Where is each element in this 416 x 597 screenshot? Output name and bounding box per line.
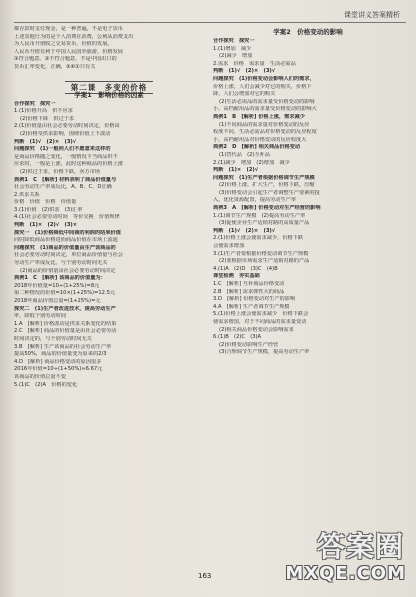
text-line: (2)价格下降 供过于求 — [20, 115, 75, 122]
text-line: 是商品价格随之变化，一般情况下当商品供不 — [14, 153, 118, 160]
text-line: 人民币升值有利于中国人民国外旅游，价格发展 — [14, 48, 123, 55]
lesson2-lines — [213, 38, 403, 357]
text-line: 2.需求 价格 需求量 生活必需品 — [213, 60, 296, 67]
text-line: (2)要根据市场需求生产适销对路的产品 — [219, 258, 310, 265]
text-line: (2)价格上涨，扩大生产，价格下跌，压缩 — [219, 182, 315, 189]
text-line: 典例1 C [解析] 材料表明了商品价值量与 — [14, 176, 117, 183]
text-line: 3.D [解析] 价格变动对生产的影响 — [213, 296, 296, 303]
unit-title-text: 第二课 多变的价格 — [65, 81, 154, 94]
text-line: 问题探究 (1)商品的价值量由生产该商品的 — [14, 244, 116, 251]
text-line: 3.(1)价值 (2)供求 (3)汇率 — [14, 206, 83, 213]
text-line: 问题探究 (1)价格变动会影响人们的需求， — [213, 75, 315, 82]
text-line: 都存款时支付现金，是一种普遍，不是电子货币 — [14, 26, 123, 32]
exercise-lines — [14, 321, 204, 389]
text-line: 判断 (1)× (2)√ (3)× — [14, 222, 78, 229]
text-line: 2.供求关系 — [14, 191, 40, 198]
text-line: 2.B [解析] 需求弹性大的商品 — [213, 288, 285, 295]
text-line: 会使需求增加 — [213, 243, 245, 250]
text-line: 合作探究 探究一 — [213, 38, 255, 44]
text-line: 时间决定的，与个别劳动时间无关 — [14, 335, 92, 342]
lesson1-title: 学案1 影响价格的因素 — [74, 90, 144, 99]
text-line: (2)生活必需品的需求量受价格变动的影响 — [219, 98, 315, 105]
text-line: 问题探究 (1)一般同人们不愿意来这样的 — [14, 146, 111, 153]
text-line: (2)供过于求，价格下跌，卖方市场 — [20, 168, 100, 175]
lesson2-title: 学案2 价格变动的影响 — [273, 28, 343, 36]
left-column — [14, 26, 204, 556]
text-line: 货币汇率变化，正确，③④①只有关 — [14, 63, 96, 70]
text-line: 1.C [解析] 互补商品价格变动 — [213, 281, 285, 287]
text-line: 率，降低个别劳动时间 — [14, 313, 66, 320]
text-line: 1.(1)价格升高 供不应求 — [14, 108, 73, 115]
lesson1-lines — [14, 101, 204, 321]
text-line: 合作探究 探究一 — [14, 100, 56, 107]
intro-lines — [14, 26, 204, 72]
page-header: 课堂讲义答案精析 — [344, 11, 400, 19]
text-line: 3.(1)生产者要根据价格变动调节生产规模 — [213, 250, 309, 257]
text-line: 6.(1)B (2)C (3)A — [213, 334, 262, 341]
text-line: 判断 (1)× (2)√ — [213, 167, 259, 174]
page-number: 163 — [198, 572, 212, 580]
text-line: 程度不同，生活必需品对价格变动的反应程度 — [213, 129, 317, 136]
text-line: 2.C [解析] 商品的价值量是由社会必要劳动 — [14, 328, 117, 335]
text-line: 2.(1)减少 增加 (2)增加 减少 — [213, 159, 290, 166]
text-line: (2)价格变动影响生产经营 — [219, 341, 279, 348]
text-line: 价格 价值 价格 价值量 — [14, 199, 77, 206]
text-line: 4.A [解析] 生产者调节生产规模 — [213, 303, 290, 310]
text-line: (3)价格变动会引起生产者调整生产要素的投 — [219, 189, 320, 196]
text-line: 1.(1)增加 减少 — [213, 45, 252, 52]
text-line: 2018年商品价值总量=(1+25%)=元 — [14, 298, 101, 304]
watermark-url: MXQE.COM — [285, 563, 406, 584]
text-line: 社会劳动生产率成反比，A、B、C、D正确 — [14, 184, 112, 191]
text-line: 小，高档耐用品的需求量受价格变动的影响大 — [213, 106, 317, 113]
text-line: 应求时，一般是上涨，此时这种商品的价格上涨 — [14, 161, 123, 168]
text-line: 4.D [解析] 商品价格变动的原因很多 — [14, 358, 102, 365]
text-line: 1.A [解析] 价格波动是供求关系变化的结果 — [14, 320, 117, 327]
text-line: 探究一 (1)价格降低中间商的利润的结果价值 — [14, 229, 121, 236]
text-line: 判断 (1)√ (2)× (3)√ — [14, 138, 77, 145]
text-line: 入，优化资源配置，提高劳动生产率 — [213, 197, 297, 204]
text-line: 1.(1)调节生产规模 (2)提高劳动生产率 — [213, 212, 306, 219]
text-line: 问题探究 (1)生产者根据价格调节生产规模 — [213, 174, 315, 181]
text-line: (2)减少 增加 — [219, 53, 253, 60]
text-line: 5.(1)C (2)A 价格的变化 — [14, 381, 78, 388]
text-line: 为人民币升值收之交易货币，价值的发展。 — [14, 41, 113, 48]
text-line: 典例1 B [解析] 价格上涨，需求减少 — [213, 113, 305, 120]
text-line: 典例1 C [解析] 该商品的价值量为： — [14, 275, 106, 282]
text-line: (2)商品的价值量由社会必要劳动时间决定 — [20, 267, 116, 274]
text-line: 2.(1)价格上涨会使需求减少，价格下跌 — [213, 235, 304, 242]
text-line: 2.(1)价值量由社会必要劳动时间决定，价格由 — [14, 123, 120, 130]
text-line: 2018年价值量=10÷(1+25%)=8元 — [14, 282, 100, 289]
text-line: 2016年价值=10÷(1+50%)≈6.67元 — [14, 366, 103, 373]
text-line: 第二种情况的价值=10×(1+25%)=12.5元 — [14, 290, 116, 297]
header-rule — [14, 22, 406, 23]
text-line: 降，人们会增加对它的购买 — [213, 91, 276, 98]
text-line: 典例3 A [解析] 价格变动对生产经营的影响 — [213, 205, 321, 212]
text-line: (3)促使企业生产适销对路的高质量产品 — [219, 220, 310, 227]
text-line: 该商品的价值总量不变 — [14, 373, 66, 380]
text-line: 探究二 (1)生产者改进技术，提高劳动生产 — [14, 305, 116, 312]
text-line: ③符合题意。③不符合题意，不是中国出口的 — [14, 56, 117, 63]
watermark-logo — [280, 521, 410, 593]
text-line: 典例2 D [解析] 相关商品价格变动 — [213, 144, 301, 151]
text-line: (1)替代品 (2)互补品 — [219, 151, 271, 158]
text-line: (2)相关商品价格变动会影响需求 — [219, 326, 294, 333]
watermark-title: 答案圈 — [316, 530, 404, 563]
text-line: (2)价格受供求影响，围绕价值上下波动 — [20, 130, 111, 137]
text-line: 同时降低商品价格进而商品价值在市场上流通 — [14, 237, 118, 244]
text-line: 价格上涨，人们会减少对它的购买，价格下 — [213, 83, 312, 90]
text-line: 4.(1)A (2)D (3)C (4)B — [213, 265, 278, 272]
unit-title — [14, 75, 204, 92]
text-line: 提高50%，商品的价值量变为原来的2/3 — [14, 351, 107, 358]
text-line: 3.B [解析] 生产该商品的社会劳动生产率 — [14, 343, 112, 350]
text-line: 劳动生产率成反比，与个别劳动时间无关 — [14, 260, 108, 267]
text-line: 判断 (1)√ (2)× (3)√ — [213, 68, 276, 75]
text-line: 课堂检测 夯实基础 — [213, 273, 260, 280]
text-line: 上述其他行为的是个人消费在消费，公利从消费支出 — [14, 33, 134, 40]
text-line: 5.(1)价格上涨会使需求减少 价格下跌会 — [213, 311, 309, 318]
text-line: 4.(1)社会必要劳动时间 等价交换 价值规律 — [14, 214, 120, 221]
text-line: 小，高档耐用品对价格变动的反应程度大 — [213, 136, 307, 143]
text-line: 社会必要劳动时间决定，单位商品价值量与社会 — [14, 252, 123, 259]
text-line: (1)不同商品的需求量对价格变动的反应 — [219, 121, 310, 128]
right-column — [213, 26, 403, 556]
text-line: (3)合理调节生产规模，提高劳动生产率 — [219, 349, 310, 356]
text-line: 使需求增加，对于不同商品的需求量变动 — [213, 318, 307, 325]
text-line: 判断 (1)√ (2)× (3)√ — [213, 227, 276, 234]
